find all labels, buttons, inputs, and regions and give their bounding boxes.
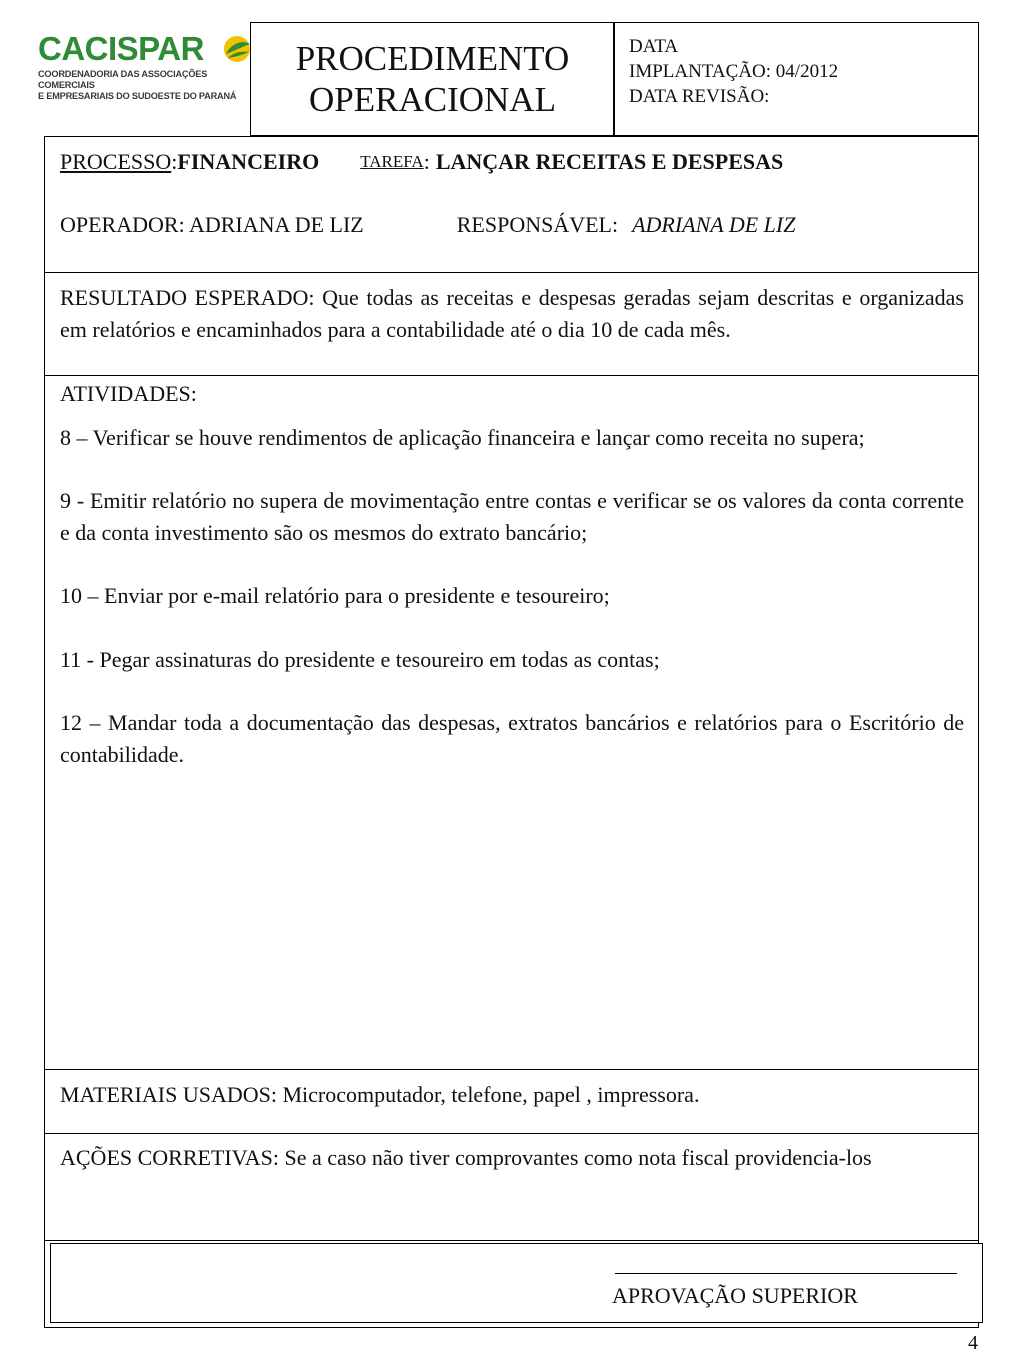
process-separator: : [171, 149, 178, 174]
corrective-actions-section [44, 1133, 979, 1241]
activities-section [44, 375, 979, 1070]
logo-wordmark: CACISPAR [38, 30, 204, 67]
materials-label: MATERIAIS USADOS [60, 1082, 271, 1107]
approval-label: APROVAÇÃO SUPERIOR [612, 1283, 858, 1308]
signature-line [615, 1273, 957, 1274]
implantation-date: IMPLANTAÇÃO: 04/2012 [629, 61, 839, 82]
process-value: FINANCEIRO [177, 149, 320, 174]
responsible-value: ADRIANA DE LIZ [632, 211, 796, 237]
cacispar-logo [36, 30, 250, 100]
title-line-2: OPERACIONAL [309, 80, 556, 119]
process-line [60, 146, 964, 178]
logo-subtitle-line-1: COORDENADORIA DAS ASSOCIAÇÕES COMERCIAIS [38, 69, 208, 90]
corrective-actions-text: : Se a caso não tiver comprovantes como nota fiscal providencia-los [272, 1145, 872, 1170]
activities-title: ATIVIDADES: [60, 381, 197, 406]
sun-leaf-logo-icon [222, 34, 252, 64]
corrective-actions-label: AÇÕES CORRETIVAS [60, 1145, 273, 1170]
process-section [44, 136, 979, 273]
task-separator: : [423, 149, 430, 174]
activity-item: 10 – Enviar por e-mail relatório para o presidente e tesoureiro; [60, 583, 610, 608]
logo-subtitle-line-2: E EMPRESARIAIS DO SUDOESTE DO PARANÁ [38, 91, 237, 101]
logo-subtitle [38, 69, 258, 102]
approval-box [50, 1243, 983, 1323]
activity-item: 9 - Emitir relatório no supera de movimentação entre contas e verificar se os valores da conta corrente e da conta investimento são os mesmos do extrato bancário; [60, 488, 964, 545]
operator-line [60, 209, 964, 241]
data-label: DATA [629, 36, 679, 57]
expected-result-text: : Que todas as receitas e despesas geradas sejam descritas e organizadas em relatórios e encaminhados para a contabilidade até o dia 10 de cada mês. [60, 285, 964, 342]
activity-item: 11 - Pegar assinaturas do presidente e tesoureiro em todas as contas; [60, 646, 660, 672]
page-number: 4 [968, 1332, 978, 1354]
revision-date: DATA REVISÃO: [629, 86, 770, 107]
title-line-1: PROCEDIMENTO [295, 39, 570, 78]
operator: OPERADOR: ADRIANA DE LIZ [60, 211, 364, 237]
process-label: PROCESSO [60, 149, 172, 174]
task-value: LANÇAR RECEITAS E DESPESAS [435, 149, 784, 174]
responsible-label: RESPONSÁVEL: [456, 211, 619, 237]
expected-result-label: RESULTADO ESPERADO [60, 285, 309, 310]
activity-item: 8 – Verificar se houve rendimentos de aplicação financeira e lançar como receita no supera; [60, 424, 865, 450]
activity-item: 12 – Mandar toda a documentação das despesas, extratos bancários e relatórios para o Escritório de contabilidade. [60, 710, 964, 767]
dates-box [613, 22, 979, 136]
expected-result-section [44, 272, 979, 376]
materials-text: : Microcomputador, telefone, papel , impressora. [270, 1082, 700, 1107]
task-label: TAREFA [360, 152, 424, 171]
materials-section [44, 1069, 979, 1134]
document-title [250, 22, 615, 136]
